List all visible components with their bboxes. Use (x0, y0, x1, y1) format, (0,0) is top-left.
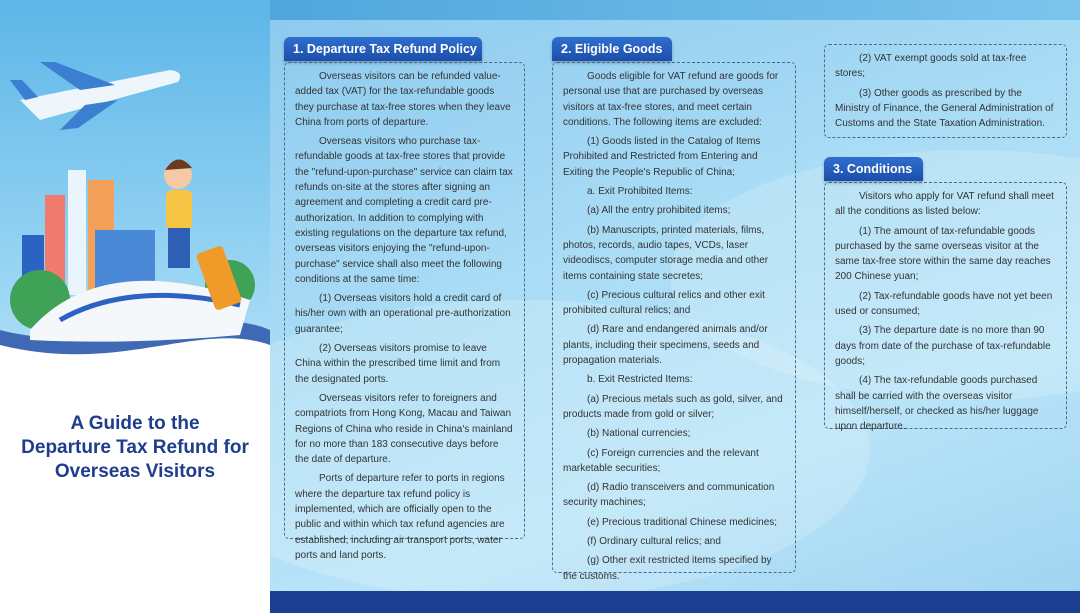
paragraph: (4) The tax-refundable goods purchased shall be carried with the overseas visitor himself/herself, or checked as his/her luggage upon departure. (835, 375, 1039, 433)
paragraph: b. Exit Restricted Items: (587, 374, 693, 386)
paragraph: (3) The departure date is no more than 90 days from date of the purchase of tax-refundable goods; (835, 325, 1051, 367)
paragraph: Overseas visitors refer to foreigners and compatriots from Hong Kong, Macau and Taiwan Regions of China who reside in China's mainland for no more than 183 consecutive days before the date of departure. (295, 392, 513, 466)
paragraph: (d) Radio transceivers and communication security machines; (563, 482, 775, 509)
paragraph: (g) Other exit restricted items specified by the customs. (563, 555, 772, 582)
section-heading-policy: 1. Departure Tax Refund Policy (284, 37, 482, 61)
paragraph: (b) Manuscripts, printed materials, films, photos, records, audio tapes, VCDs, laser videodiscs, computer storage media and other items containing state secretes; (563, 224, 769, 282)
paragraph: Visitors who apply for VAT refund shall meet all the conditions as listed below: (835, 191, 1054, 218)
top-band (270, 0, 1080, 20)
paragraph: Overseas visitors who purchase tax-refundable goods at tax-free stores that provide the "refund-upon-purchase" service can claim tax refunds on-site at the stores after signing an agreement and completing a credit card pre-authorization. In addition to complying with existing regulations on the departure tax refund, overseas visitors enjoying the "refund-upon-purchase" service shall also meet the following conditions at the same time: (295, 136, 513, 285)
section-heading-eligible-goods: 2. Eligible Goods (552, 37, 672, 61)
title-line: Departure Tax Refund for (21, 437, 249, 458)
paragraph: (f) Ordinary cultural relics; and (587, 536, 721, 548)
paragraph: (c) Foreign currencies and the relevant marketable securities; (563, 447, 759, 474)
paragraph: Ports of departure refer to ports in regions where the departure tax refund policy is implemented, which are officially open to the public and within which tax refund agencies are established, including air transport ports, water ports and land ports. (295, 473, 505, 561)
paragraph: Goods eligible for VAT refund are goods for personal use that are purchased by overseas visitors at tax-free stores, and meet certain conditions. The following items are excluded: (563, 71, 779, 128)
paragraph: (b) National currencies; (587, 428, 691, 440)
title-line: A Guide to the (70, 413, 200, 434)
content-area (270, 0, 1080, 613)
title-line: Overseas Visitors (54, 461, 216, 482)
paragraph: (2) Overseas visitors promise to leave China within the prescribed time limit and from the designated ports. (295, 343, 501, 385)
paragraph: (a) Precious metals such as gold, silver, and products made from gold or silver; (563, 393, 783, 420)
paragraph: a. Exit Prohibited Items: (587, 186, 693, 198)
paragraph: (c) Precious cultural relics and other exit prohibited cultural relics; and (563, 289, 765, 317)
section-heading-conditions: 3. Conditions (824, 157, 923, 181)
paragraph: (2) VAT exempt goods sold at tax-free stores; (835, 53, 1027, 80)
paragraph: (e) Precious traditional Chinese medicines; (587, 516, 778, 528)
page-title (0, 412, 270, 484)
paragraph: Overseas visitors can be refunded value-added tax (VAT) for the tax-refundable goods they purchase at tax-free stores when they leave China from ports of departure. (295, 71, 511, 128)
section-eligible-goods (552, 62, 796, 582)
bottom-band (270, 591, 1080, 613)
travel-illustration (0, 0, 270, 370)
left-panel (0, 0, 270, 613)
paragraph: (1) The amount of tax-refundable goods purchased by the same overseas visitor at the same tax-free store within the same day reaches 200 Chinese yuan; (835, 225, 1051, 283)
paragraph: (3) Other goods as prescribed by the Ministry of Finance, the General Administration of Customs and the State Taxation Administration. (835, 87, 1054, 130)
section-conditions (824, 182, 1067, 433)
section-policy (284, 62, 525, 561)
section-eligible-goods-continued (824, 44, 1067, 138)
paragraph: (a) All the entry prohibited items; (587, 205, 731, 217)
paragraph: (1) Overseas visitors hold a credit card of his/her own with an operational pre-authorization guarantee; (295, 293, 511, 335)
paragraph: (2) Tax-refundable goods have not yet been used or consumed; (835, 290, 1053, 318)
paragraph: (d) Rare and endangered animals and/or plants, including their specimens, seeds and propagation materials. (563, 324, 768, 367)
paragraph: (1) Goods listed in the Catalog of Items Prohibited and Restricted from Entering and Exiting the People's Republic of China; (563, 136, 761, 178)
